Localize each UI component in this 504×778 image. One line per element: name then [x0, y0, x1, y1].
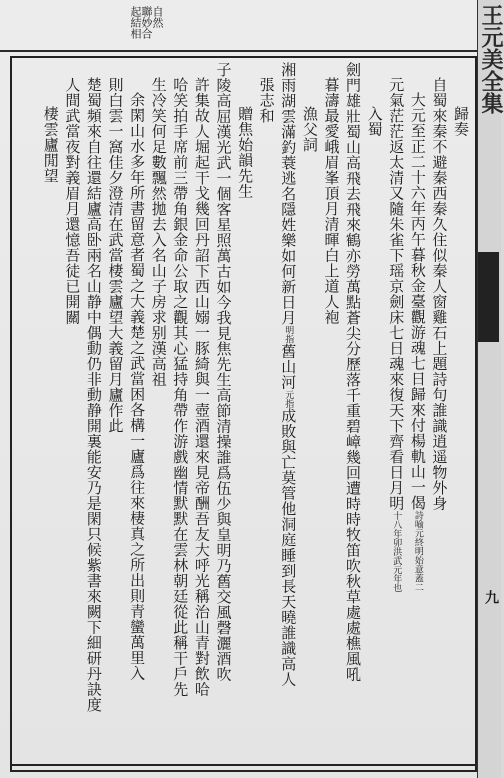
text-column [320, 62, 342, 767]
text-column [428, 62, 450, 767]
text-column [277, 62, 299, 767]
column-text: 余閑山水多年所書留意者蜀之大義楚之武當困各構一廬爲往來棲真之所出則青蠻萬里入 [128, 92, 147, 681]
column-text: 贈焦始韻先生 [236, 106, 255, 199]
main-text [16, 62, 471, 767]
text-column [255, 62, 277, 767]
column-text: 楚蜀頻來自往還結廬高卧兩名山静中偶動仍非動静開裏能安乃是閑只候紫書來闕下細研丹訣度 [84, 77, 103, 713]
column-text: 入蜀 [365, 106, 384, 137]
top-rule [0, 50, 500, 52]
head-annotation-2: 聯妙合 [140, 6, 153, 39]
column-text: 大元至正二十六年丙午暮秋金臺觀游魂七日歸來付楊軌山一偈 [408, 92, 427, 511]
text-column [406, 62, 428, 767]
text-column [61, 62, 83, 767]
text-column [341, 62, 363, 767]
text-column [147, 62, 169, 767]
column-text: 許集故人堀起干戈幾回丹詔下西山嫋一豚綺與一壺酒還來見帝酬吾友大呼光稱治山青對飲哈 [192, 77, 211, 697]
text-column [190, 62, 212, 767]
column-text: 暮濤最愛峨眉峯頂月清暉白上道人袍 [322, 77, 341, 325]
fore-edge-margin [477, 0, 504, 778]
column-text-cont: 舊山河 [279, 343, 298, 390]
column-text: 湘雨湖雲滿釣蓑逃名隱姓樂如何新日月 [279, 62, 298, 326]
column-text: 元氣茫茫返太清又隨朱雀下瑶京劍床七日魂來復天下齊看日月明 [387, 77, 406, 511]
column-text: 哈笑拍手席前三帶角銀金命公取之觀其心猛持角帶作游戲幽情默默在雲林朝廷從此稱干戶先 [171, 77, 190, 697]
column-text-cont: 成敗與亡莫管他洞庭睡到長天曉誰識高人 [279, 408, 298, 687]
column-text: 張志和 [257, 77, 276, 124]
column-text: 生冷笑何足數飄然拋去入名山子房求别漢高祖 [149, 77, 168, 387]
text-column [363, 62, 385, 767]
text-column [104, 62, 126, 767]
running-title: 王元美全集 [478, 4, 504, 114]
page-marker: 九 [483, 590, 499, 604]
text-column [298, 62, 320, 767]
column-note: 明指 [283, 325, 294, 344]
text-column [212, 62, 234, 767]
column-text: 劍門雄壯蜀山高飛去飛來鶴亦勞萬點蒼尖分歷落千重碧嶂幾回遭時時牧笛吹秋草處處樵風吼 [344, 62, 363, 682]
text-column [39, 62, 61, 767]
text-column [233, 62, 255, 767]
column-note: 十八年卯洪武元年也 [391, 511, 402, 592]
column-text: 則白雲一窩佳夕澄清在武當棲雲廬望大義留月廬作此 [106, 77, 125, 434]
column-note: 元指 [283, 390, 294, 408]
column-text: 棲雲廬閒望 [41, 106, 60, 184]
text-column [449, 62, 471, 767]
column-text: 漁父詞 [300, 106, 319, 153]
column-text: 子陵高屈漢光武一個客星照萬古如今我見焦先生高節清操誰爲伍少與皇明乃舊交風磬灑酒吹 [214, 62, 233, 682]
column-text: 人間武當夜對義眉月還憶吾徒已開關 [63, 77, 82, 325]
head-annotation-3: 自然 [151, 6, 164, 28]
head-annotation-1: 起結相 [129, 6, 142, 39]
text-column [126, 62, 148, 767]
column-text: 歸奏 [452, 106, 470, 137]
text-column [169, 62, 191, 767]
column-note: 詩喻元終明始意蓋二 [412, 510, 423, 592]
fishtail-mark [478, 252, 499, 342]
text-column [82, 62, 104, 767]
column-text: 自蜀來秦不避秦西秦久住似秦人窗雞石上題詩句誰識逍遥物外身 [430, 77, 449, 511]
text-column [385, 62, 407, 767]
